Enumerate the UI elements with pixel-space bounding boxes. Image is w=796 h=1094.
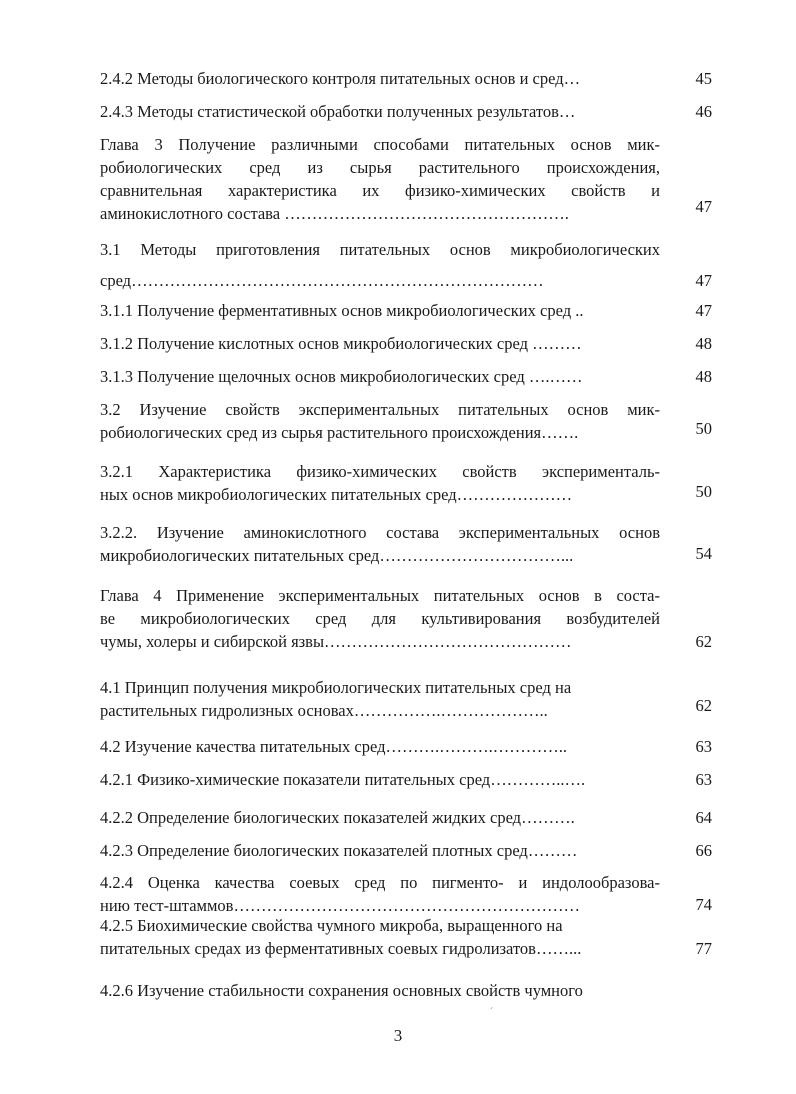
toc-line: робиологических сред из сырья растительного происхождения…….	[100, 423, 579, 442]
toc-entry	[100, 979, 660, 1002]
toc-entry	[100, 839, 660, 862]
toc-line: 4.1 Принцип получения микробиологических питательных сред на	[100, 678, 572, 697]
toc-entry	[100, 871, 660, 917]
toc-line: Глава 4 Применение экспериментальных питательных основ в соста-	[100, 586, 660, 605]
toc-line: 3.1.3 Получение щелочных основ микробиологических сред ….……	[100, 367, 583, 386]
scan-speck: ´	[490, 1006, 493, 1016]
toc-line: 4.2.2 Определение биологических показателей жидких сред……….	[100, 808, 575, 827]
toc-page-number: 66	[695, 841, 712, 860]
toc-line: микробиологических питательных сред……………………………...	[100, 546, 574, 565]
toc-entry	[100, 238, 660, 292]
toc-line: 3.2 Изучение свойств экспериментальных питательных основ мик-	[100, 400, 660, 419]
toc-line: 3.2.1 Характеристика физико-химических свойств эксперименталь-	[100, 462, 660, 481]
toc-entry	[100, 67, 660, 90]
toc-entry	[100, 100, 660, 123]
toc-line: 4.2.5 Биохимические свойства чумного микроба, выращенного на	[100, 916, 563, 935]
toc-line: 3.2.2. Изучение аминокислотного состава экспериментальных основ	[100, 523, 660, 542]
toc-page-number: 46	[695, 102, 712, 121]
toc-entry	[100, 460, 660, 506]
toc-entry	[100, 584, 660, 653]
toc-page-number: 54	[695, 544, 712, 563]
toc-page-number: 62	[695, 696, 712, 715]
toc-page-number: 64	[695, 808, 712, 827]
toc-line: 4.2.6 Изучение стабильности сохранения основных свойств чумного	[100, 981, 583, 1000]
toc-line: 4.2.4 Оценка качества соевых сред по пигменто- и индолообразова-	[100, 873, 660, 892]
toc-entry	[100, 332, 660, 355]
toc-line: ных основ микробиологических питательных сред…………………	[100, 485, 573, 504]
toc-line: Глава 3 Получение различными способами питательных основ мик-	[100, 135, 660, 154]
toc-line: 4.2.3 Определение биологических показателей плотных сред………	[100, 841, 578, 860]
toc-line: питательных средах из ферментативных соевых гидролизатов……...	[100, 939, 582, 958]
toc-entry	[100, 676, 660, 722]
toc-line: робиологических сред из сырья растительного происхождения,	[100, 158, 660, 177]
toc-page-number: 47	[695, 301, 712, 320]
toc-line: 3.1.1 Получение ферментативных основ микробиологических сред ..	[100, 301, 584, 320]
toc-page-number: 45	[695, 69, 712, 88]
toc-line: 4.2 Изучение качества питательных сред……….……….…………..	[100, 737, 567, 756]
toc-page-number: 74	[695, 895, 712, 914]
toc-page-number: 47	[695, 197, 712, 216]
toc-entry	[100, 914, 660, 960]
toc-line: чумы, холеры и сибирской язвы………………………………………	[100, 632, 572, 651]
toc-line: ве микробиологических сред для культивирования возбудителей	[100, 609, 660, 628]
toc-page-number: 63	[695, 737, 712, 756]
toc-entry	[100, 806, 660, 829]
toc-line: 2.4.3 Методы статистической обработки полученных результатов…	[100, 102, 576, 121]
toc-entry	[100, 398, 660, 444]
toc-entry	[100, 365, 660, 388]
toc-entry	[100, 299, 660, 322]
toc-line: 4.2.1 Физико-химические показатели питательных сред…………..….	[100, 770, 586, 789]
toc-entry	[100, 133, 660, 225]
toc-line: 3.1 Методы приготовления питательных основ микробиологических	[100, 240, 660, 259]
toc-entry	[100, 768, 660, 791]
toc-line: аминокислотного состава …………………………………………….	[100, 204, 569, 223]
toc-line: 2.4.2 Методы биологического контроля питательных основ и сред…	[100, 69, 581, 88]
toc-page-number: 48	[695, 367, 712, 386]
toc-page-number: 50	[695, 482, 712, 501]
toc-page-number: 47	[695, 271, 712, 290]
toc-line: 3.1.2 Получение кислотных основ микробиологических сред ………	[100, 334, 582, 353]
toc-page-number: 63	[695, 770, 712, 789]
toc-page-number: 50	[695, 419, 712, 438]
toc-line: сравнительная характеристика их физико-химических свойств и	[100, 181, 660, 200]
toc-entry	[100, 735, 660, 758]
toc-line: нию тест-штаммов………………………………………………………	[100, 896, 580, 915]
toc-entry	[100, 521, 660, 567]
toc-line: сред…………………………………………………………………	[100, 271, 544, 290]
page-number: 3	[393, 1026, 403, 1045]
toc-page-number: 77	[695, 939, 712, 958]
toc-line: растительных гидролизных основах…………….………………..	[100, 701, 548, 720]
toc-page-number: 62	[695, 632, 712, 651]
toc-page-number: 48	[695, 334, 712, 353]
